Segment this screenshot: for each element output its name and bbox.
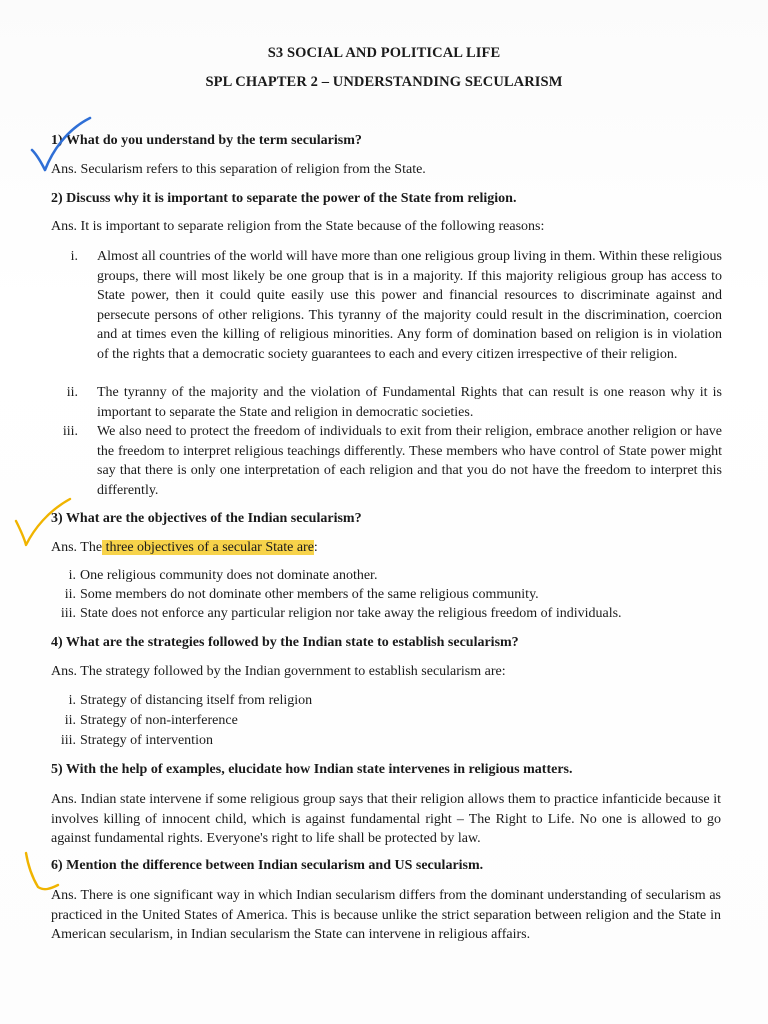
point-number: iii. (60, 606, 76, 621)
point-text: Strategy of non-interference (80, 713, 238, 728)
answer-3-point-2 (50, 587, 539, 603)
answer-2-intro: Ans. It is important to separate religion from the State because of the following reasons: (51, 219, 545, 234)
page-title: S3 SOCIAL AND POLITICAL LIFE (267, 45, 501, 61)
question-4: 4) What are the strategies followed by the Indian state to establish secularism? (51, 635, 519, 650)
answer-3-point-3 (50, 606, 622, 622)
answer-4-intro: Ans. The strategy followed by the Indian government to establish secularism are: (51, 664, 506, 679)
answer-1: Ans. Secularism refers to this separation of religion from the State. (51, 162, 426, 177)
point-number: iii. (60, 733, 76, 748)
point-number: ii. (66, 385, 78, 400)
point-number: ii. (64, 713, 76, 728)
point-text: Strategy of distancing itself from religion (80, 693, 313, 708)
answer-4-point-3 (50, 733, 213, 749)
question-1: 1) What do you understand by the term secularism? (51, 133, 362, 148)
answer-2-point-3 (50, 422, 722, 500)
chapter-title: SPL CHAPTER 2 – UNDERSTANDING SECULARISM (205, 74, 563, 90)
answer-2-point-2 (50, 383, 722, 422)
point-number: i. (68, 568, 76, 583)
answer-3-prefix: Ans. The (51, 540, 103, 555)
question-6: 6) Mention the difference between Indian secularism and US secularism. (51, 858, 484, 873)
answer-5: Ans. Indian state intervene if some religious group says that their religion allows them to practice infanticide because it involves killing of innocent child, which is against fundamental right – The Right to Life. No one is allowed to go against fundamental rights. Everyone's right to life shall be protected by law. (51, 792, 721, 846)
highlighted-text: three objectives of a secular State are (102, 540, 314, 555)
answer-4-point-2 (50, 713, 238, 729)
point-text: One religious community does not dominate another. (80, 568, 378, 583)
point-text: The tyranny of the majority and the violation of Fundamental Rights that can result is one reason why it is important to separate the State and religion in democratic societies. (97, 385, 722, 420)
point-text: We also need to protect the freedom of individuals to exit from their religion, embrace another religion or have the freedom to interpret religious teachings differently. These members who have control of State power might say that there is only one interpretation of each religion and that you do not have the freedom to interpret this differently. (97, 424, 722, 498)
answer-4-point-1 (50, 693, 312, 709)
point-number: ii. (64, 587, 76, 602)
point-number: i. (68, 693, 76, 708)
question-3: 3) What are the objectives of the Indian secularism? (51, 511, 362, 526)
point-number: iii. (62, 424, 78, 439)
point-number: i. (70, 249, 78, 264)
question-2: 2) Discuss why it is important to separate the power of the State from religion. (51, 191, 517, 206)
answer-3-point-1 (50, 568, 377, 584)
point-text: Almost all countries of the world will have more than one religious group living in them. Within these religious groups, there will most likely be one group that is in a majority. If this majority religious group has access to State power, then it could quite easily use this power and financial resources to discriminate against and persecute persons of other religions. This tyranny of the majority could result in the discrimination, coercion and at times even the killing of religious minorities. Any form of domination based on religion is in violation of the rights that a democratic society guarantees to each and every citizen irrespective of their religion. (97, 249, 722, 362)
point-text: Some members do not dominate other members of the same religious community. (80, 587, 539, 602)
answer-3 (51, 540, 318, 556)
answer-6: Ans. There is one significant way in which Indian secularism differs from the dominant understanding of secularism as practiced in the United States of America. This is because unlike the strict separation between religion and the State in American secularism, in Indian secularism the State can intervene in religious affairs. (51, 888, 721, 942)
point-text: Strategy of intervention (80, 733, 213, 748)
point-text: State does not enforce any particular religion nor take away the religious freedom of individuals. (80, 606, 622, 621)
question-5: 5) With the help of examples, elucidate how Indian state intervenes in religious matters. (51, 762, 573, 777)
answer-2-point-1 (50, 247, 722, 383)
answer-3-suffix: : (313, 540, 318, 555)
